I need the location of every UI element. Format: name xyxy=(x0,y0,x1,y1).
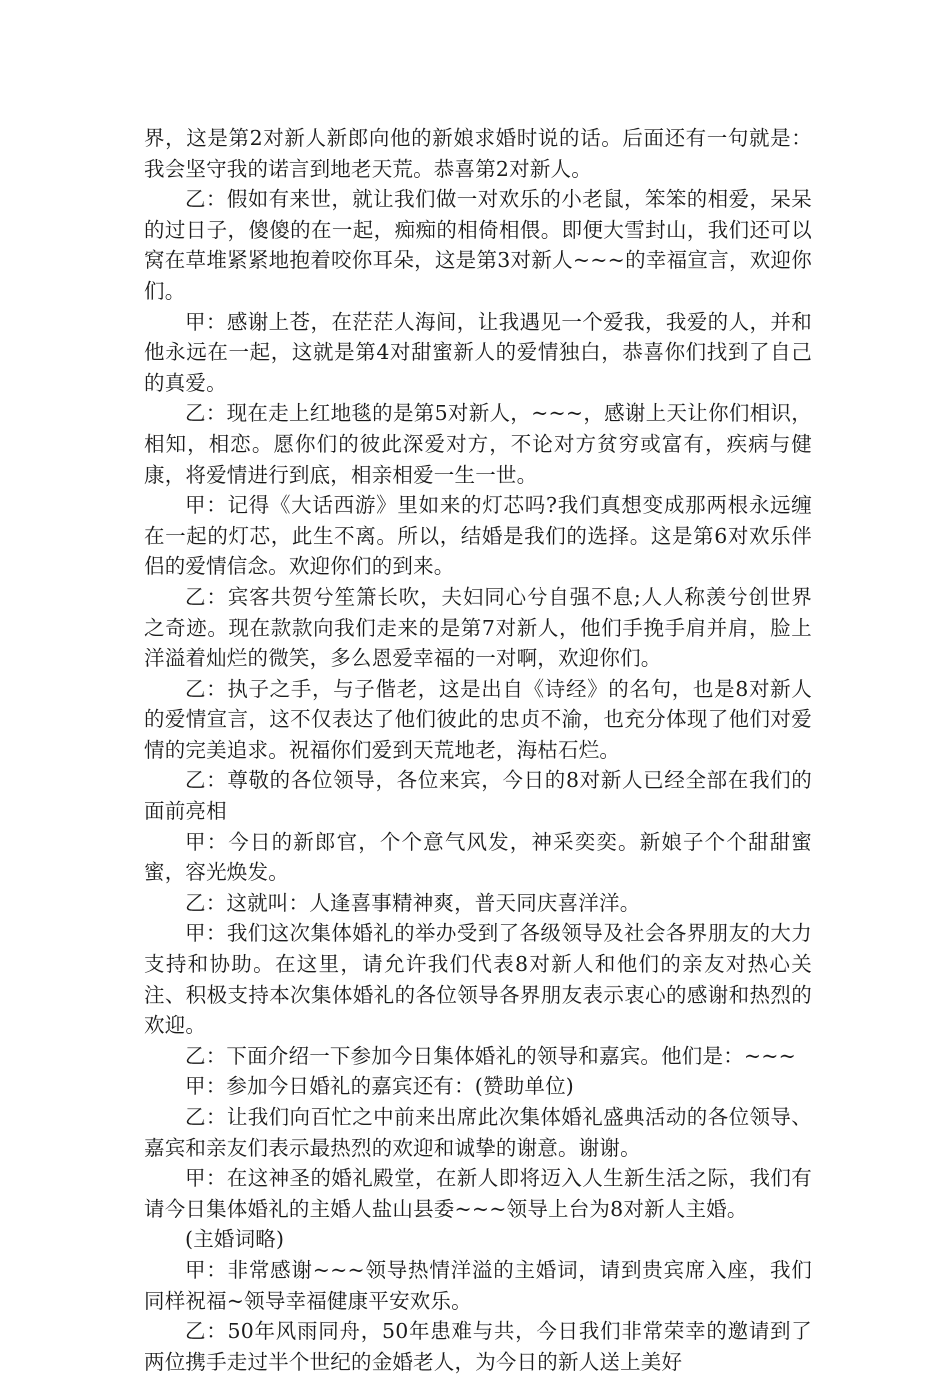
paragraph: 甲：记得《大话西游》里如来的灯芯吗?我们真想变成那两根永远缠在一起的灯芯，此生不离。所以，结婚是我们的选择。这是第6对欢乐伴侣的爱情信念。欢迎你们的到来。 xyxy=(144,493,812,579)
paragraph: 甲：参加今日婚礼的嘉宾还有：(赞助单位) xyxy=(185,1074,574,1099)
paragraph: 乙：让我们向百忙之中前来出席此次集体婚礼盛典活动的各位领导、嘉宾和亲友们表示最热烈的欢迎和诚挚的谢意。谢谢。 xyxy=(144,1105,812,1160)
paragraph: 乙：50年风雨同舟，50年患难与共，今日我们非常荣幸的邀请到了两位携手走过半个世纪的金婚老人，为今日的新人送上美好 xyxy=(144,1319,812,1374)
document-body xyxy=(144,123,812,1377)
paragraph: (主婚词略) xyxy=(185,1227,285,1252)
paragraph: 乙：执子之手，与子偕老，这是出自《诗经》的名句，也是8对新人的爱情宣言，这不仅表达了他们彼此的忠贞不渝，也充分体现了他们对爱情的完美追求。祝福你们爱到天荒地老，海枯石烂。 xyxy=(144,676,812,762)
paragraph: 乙：宾客共贺兮笙箫长吹，夫妇同心兮自强不息;人人称羡兮创世界之奇迹。现在款款向我们走来的是第7对新人，他们手挽手肩并肩，脸上洋溢着灿烂的微笑，多么恩爱幸福的一对啊，欢迎你们。 xyxy=(144,584,812,671)
paragraph: 乙：尊敬的各位领导，各位来宾，今日的8对新人已经全部在我们的面前亮相 xyxy=(144,768,812,824)
paragraph: 甲：我们这次集体婚礼的举办受到了各级领导及社会各界朋友的大力支持和协助。在这里，请允许我们代表8对新人和他们的亲友对热心关注、积极支持本次集体婚礼的各位领导各界朋友表示衷心的感谢和热烈的欢迎。 xyxy=(144,921,812,1038)
paragraph: 界，这是第2对新人新郎向他的新娘求婚时说的话。后面还有一句就是：我会坚守我的诺言到地老天荒。恭喜第2对新人。 xyxy=(144,126,812,181)
paragraph: 乙：假如有来世，就让我们做一对欢乐的小老鼠，笨笨的相爱，呆呆的过日子，傻傻的在一起，痴痴的相倚相偎。即便大雪封山，我们还可以窝在草堆紧紧地抱着咬你耳朵，这是第3对新人~~~的幸福宣言，欢迎你们。 xyxy=(144,187,812,303)
paragraph: 甲：在这神圣的婚礼殿堂，在新人即将迈入人生新生活之际，我们有请今日集体婚礼的主婚人盐山县委~~~领导上台为8对新人主婚。 xyxy=(144,1166,812,1221)
paragraph: 乙：下面介绍一下参加今日集体婚礼的领导和嘉宾。他们是：~~~ xyxy=(185,1043,797,1068)
paragraph: 甲：非常感谢~~~领导热情洋溢的主婚词，请到贵宾席入座，我们同样祝福~领导幸福健康平安欢乐。 xyxy=(144,1257,812,1313)
paragraph: 乙：现在走上红地毯的是第5对新人，~~~，感谢上天让你们相识，相知，相恋。愿你们的彼此深爱对方，不论对方贫穷或富有，疾病与健康，将爱情进行到底，相亲相爱一生一世。 xyxy=(144,401,812,487)
paragraph: 乙：这就叫：人逢喜事精神爽，普天同庆喜洋洋。 xyxy=(185,890,641,915)
paragraph: 甲：感谢上苍，在茫茫人海间，让我遇见一个爱我，我爱的人，并和他永远在一起，这就是第4对甜蜜新人的爱情独白，恭喜你们找到了自己的真爱。 xyxy=(144,309,812,395)
paragraph: 甲：今日的新郎官，个个意气风发，神采奕奕。新娘子个个甜甜蜜蜜，容光焕发。 xyxy=(144,829,812,885)
